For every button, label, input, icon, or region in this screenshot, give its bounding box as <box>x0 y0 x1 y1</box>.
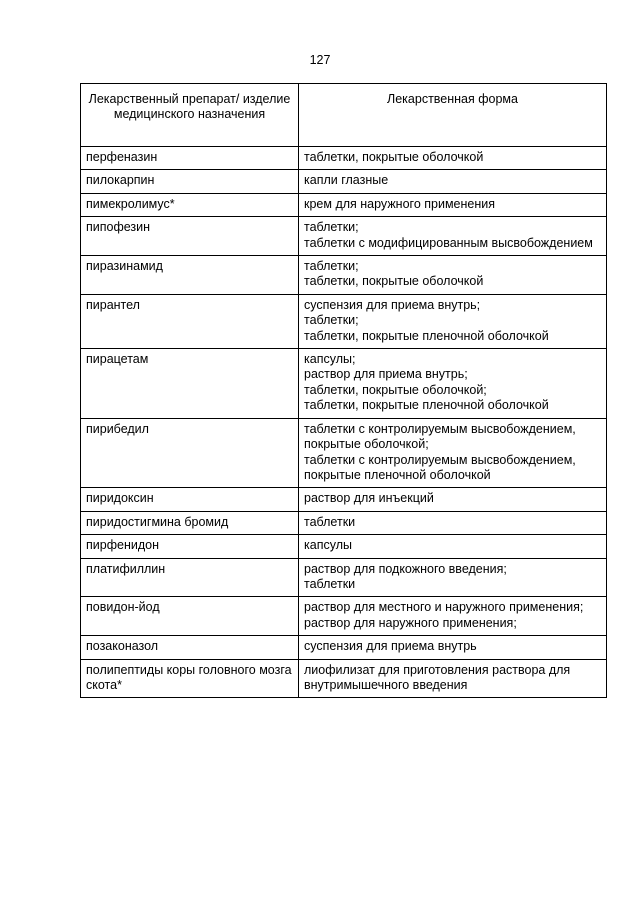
dosage-form-cell <box>299 488 607 511</box>
dosage-form-cell <box>299 636 607 659</box>
table-row <box>81 349 607 419</box>
dosage-form-line: таблетки; <box>304 313 359 328</box>
drug-name-cell: пирацетам <box>81 349 299 419</box>
drug-name-cell: пирибедил <box>81 418 299 488</box>
drug-name-cell: платифиллин <box>81 558 299 597</box>
table-row <box>81 147 607 170</box>
dosage-form-cell <box>299 294 607 348</box>
table-row <box>81 597 607 636</box>
dosage-form-line: суспензия для приема внутрь <box>304 639 477 654</box>
drug-name-cell: пиридоксин <box>81 488 299 511</box>
dosage-form-line: таблетки, покрытые оболочкой <box>304 150 484 164</box>
dosage-form-line: таблетки <box>304 576 356 591</box>
dosage-form-line: таблетки; <box>304 259 359 274</box>
table-row <box>81 558 607 597</box>
dosage-form-line: таблетки с контролируемым высвобождением, покрытые пленочной оболочкой <box>304 452 576 482</box>
dosage-form-cell <box>299 256 607 295</box>
drug-name-cell: перфеназин <box>81 147 299 170</box>
drug-name-cell: повидон-йод <box>81 597 299 636</box>
dosage-form-line: крем для наружного применения <box>304 196 496 211</box>
table-row <box>81 636 607 659</box>
dosage-form-line: таблетки, покрытые пленочной оболочкой <box>304 328 549 343</box>
dosage-form-cell <box>299 558 607 597</box>
drug-name-cell: пирантел <box>81 294 299 348</box>
dosage-form-line: раствор для инъекций <box>304 491 434 506</box>
table-row <box>81 170 607 193</box>
table-row <box>81 511 607 534</box>
dosage-form-line: раствор для наружного применения; <box>304 615 517 630</box>
table-body <box>81 147 607 698</box>
dosage-form-line: раствор для местного и наружного применения; <box>304 600 584 615</box>
drug-name-cell: пимекролимус* <box>81 193 299 216</box>
dosage-form-line: капли глазные <box>304 173 389 188</box>
drug-name-cell: пирфенидон <box>81 535 299 558</box>
drug-name-cell: пиридостигмина бромид <box>81 511 299 534</box>
page-number: 127 <box>309 53 331 67</box>
dosage-form-cell <box>299 217 607 256</box>
dosage-form-cell <box>299 535 607 558</box>
dosage-form-line: лиофилизат для приготовления раствора для внутримышечного введения <box>304 662 571 692</box>
dosage-form-cell <box>299 170 607 193</box>
dosage-form-cell <box>299 511 607 534</box>
header-row <box>81 84 607 147</box>
dosage-form-cell <box>299 147 607 170</box>
dosage-form-line: таблетки с контролируемым высвобождением, покрытые оболочкой; <box>304 421 576 452</box>
table-row <box>81 488 607 511</box>
table-header <box>81 84 607 147</box>
dosage-form-line: таблетки, покрытые оболочкой <box>304 274 484 289</box>
table-row <box>81 193 607 216</box>
dosage-form-line: таблетки <box>304 514 356 529</box>
dosage-form-cell <box>299 193 607 216</box>
drug-name-cell: пилокарпин <box>81 170 299 193</box>
drug-name-cell: позаконазол <box>81 636 299 659</box>
dosage-form-cell <box>299 349 607 419</box>
dosage-form-line: таблетки; <box>304 220 359 235</box>
dosage-form-line: капсулы; <box>304 352 356 367</box>
dosage-form-cell <box>299 659 607 698</box>
dosage-form-line: суспензия для приема внутрь; <box>304 297 481 312</box>
header-drug: Лекарственный препарат/ изделие медицинского назначения <box>81 84 299 147</box>
table-row <box>81 294 607 348</box>
table-row <box>81 659 607 698</box>
header-form: Лекарственная форма <box>299 84 607 147</box>
drug-name-cell: пиразинамид <box>81 256 299 295</box>
drug-table <box>80 83 607 698</box>
drug-name-cell: полипептиды коры головного мозга скота* <box>81 659 299 698</box>
dosage-form-line: раствор для приема внутрь; <box>304 367 468 382</box>
table-row <box>81 535 607 558</box>
dosage-form-line: таблетки с модифицированным высвобождением <box>304 235 593 250</box>
dosage-form-cell <box>299 597 607 636</box>
table-row <box>81 256 607 295</box>
table-row <box>81 418 607 488</box>
dosage-form-line: таблетки, покрытые пленочной оболочкой <box>304 398 549 413</box>
dosage-form-line: раствор для подкожного введения; <box>304 561 507 576</box>
dosage-form-cell <box>299 418 607 488</box>
table-row <box>81 217 607 256</box>
dosage-form-line: таблетки, покрытые оболочкой; <box>304 382 487 397</box>
drug-name-cell: пипофезин <box>81 217 299 256</box>
dosage-form-line: капсулы <box>304 538 352 553</box>
